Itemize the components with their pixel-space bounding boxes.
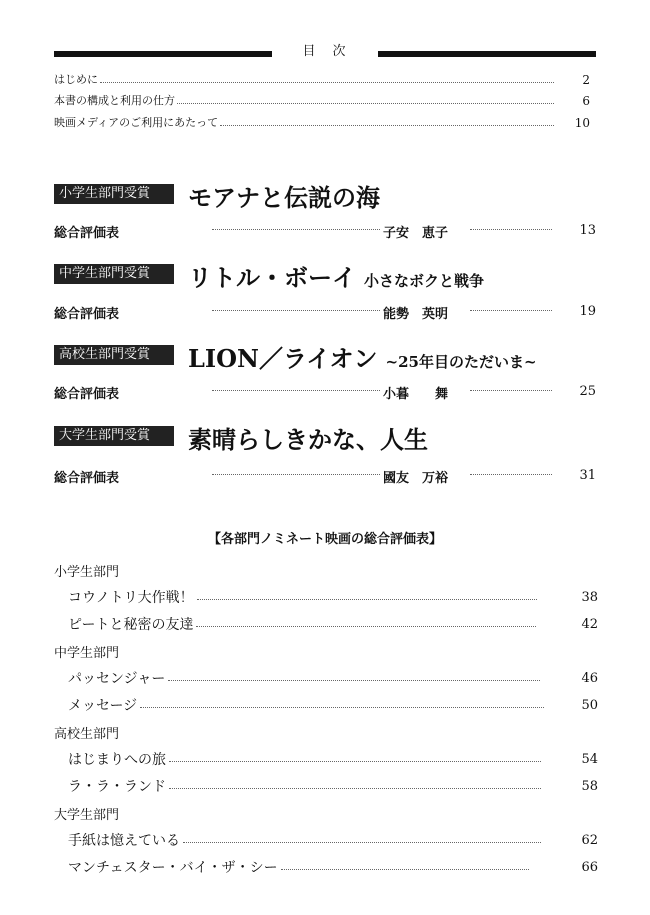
leader-dots	[196, 626, 536, 627]
nominee-category: 高校生部門	[54, 727, 120, 742]
award-film-title[interactable]	[188, 339, 537, 374]
nominee-title: コウノトリ大作戦！	[68, 590, 194, 606]
nominee-page: 38	[581, 589, 598, 605]
nominee-entry[interactable]	[68, 614, 598, 634]
toc-entry[interactable]	[54, 72, 590, 88]
award-film-title[interactable]	[188, 178, 380, 213]
nominee-entry[interactable]	[68, 857, 598, 877]
eval-page: 19	[579, 304, 596, 319]
award-film-title-text: リトル・ボーイ	[188, 263, 356, 292]
eval-label: 総合評価表	[54, 307, 120, 322]
toc-entry-label: はじめに	[54, 73, 98, 86]
toc-entry-label: 映画メディアのご利用にあたって	[54, 116, 219, 129]
eval-page: 13	[579, 223, 596, 238]
eval-page: 25	[579, 384, 596, 399]
toc-entry-page: 6	[582, 94, 590, 108]
leader-dots	[281, 869, 529, 870]
toc-entry-page: 2	[582, 73, 590, 87]
toc-entry[interactable]	[54, 115, 590, 131]
award-category-tag: 中学生部門受賞	[54, 264, 174, 284]
leader-dots	[212, 390, 380, 391]
nominee-entry[interactable]	[68, 830, 598, 850]
nominee-title: メッセージ	[68, 698, 138, 714]
toc-entry-label: 本書の構成と利用の仕方	[54, 94, 175, 107]
award-film-title[interactable]	[188, 420, 428, 455]
nominee-entry[interactable]	[68, 587, 598, 607]
leader-dots	[470, 310, 552, 311]
nominee-page: 58	[581, 778, 598, 794]
eval-label: 総合評価表	[54, 471, 120, 486]
nominee-title: はじまりへの旅	[68, 752, 166, 768]
toc-entry-page: 10	[574, 116, 590, 130]
leader-dots	[212, 474, 380, 475]
header-rule-right	[378, 51, 596, 57]
award-film-subtitle: 小さなボクと戦争	[364, 272, 485, 290]
nominee-entry[interactable]	[68, 749, 598, 769]
leader-dots	[169, 761, 541, 762]
eval-label: 総合評価表	[54, 387, 120, 402]
award-film-subtitle: ~25年目のただいま~	[385, 353, 537, 371]
leader-dots	[140, 707, 544, 708]
nominee-category: 小学生部門	[54, 565, 120, 580]
nominee-page: 50	[581, 697, 598, 713]
nominee-entry[interactable]	[68, 695, 598, 715]
leader-dots	[470, 474, 552, 475]
leader-dots	[220, 125, 554, 126]
award-film-title-text: モアナと伝説の海	[188, 183, 380, 212]
award-category-tag: 大学生部門受賞	[54, 426, 174, 446]
nominee-section-heading: 【各部門ノミネート映画の総合評価表】	[207, 532, 442, 547]
nominee-category: 大学生部門	[54, 808, 120, 823]
leader-dots	[169, 788, 541, 789]
award-category-tag: 小学生部門受賞	[54, 184, 174, 204]
leader-dots	[168, 680, 540, 681]
eval-author: 子安 恵子	[383, 226, 449, 241]
award-category-tag: 高校生部門受賞	[54, 345, 174, 365]
nominee-title: 手紙は憶えている	[68, 833, 180, 849]
nominee-page: 62	[581, 832, 598, 848]
leader-dots	[212, 229, 380, 230]
nominee-entry[interactable]	[68, 668, 598, 688]
nominee-category: 中学生部門	[54, 646, 120, 661]
nominee-page: 42	[581, 616, 598, 632]
nominee-title: ラ・ラ・ランド	[68, 779, 166, 795]
nominee-title: パッセンジャー	[68, 671, 166, 687]
nominee-title: マンチェスター・バイ・ザ・シー	[68, 860, 278, 876]
nominee-title: ピートと秘密の友達	[68, 617, 194, 633]
leader-dots	[197, 599, 537, 600]
page-title: 目 次	[302, 44, 348, 59]
toc-entry[interactable]	[54, 93, 590, 109]
eval-author: 國友 万裕	[383, 471, 449, 486]
leader-dots	[183, 842, 541, 843]
eval-page: 31	[579, 468, 596, 483]
nominee-page: 54	[581, 751, 598, 767]
leader-dots	[100, 82, 554, 83]
nominee-entry[interactable]	[68, 776, 598, 796]
award-film-title[interactable]	[188, 258, 484, 293]
eval-author: 能勢 英明	[383, 307, 449, 322]
eval-author: 小暮 舞	[383, 387, 449, 402]
nominee-page: 66	[581, 859, 598, 875]
leader-dots	[470, 390, 552, 391]
leader-dots	[212, 310, 380, 311]
award-film-title-text: 素晴らしきかな、人生	[188, 425, 428, 454]
leader-dots	[177, 103, 554, 104]
leader-dots	[470, 229, 552, 230]
award-film-title-text: LION／ライオン	[188, 344, 378, 373]
header-rule-left	[54, 51, 272, 57]
nominee-page: 46	[581, 670, 598, 686]
eval-label: 総合評価表	[54, 226, 120, 241]
